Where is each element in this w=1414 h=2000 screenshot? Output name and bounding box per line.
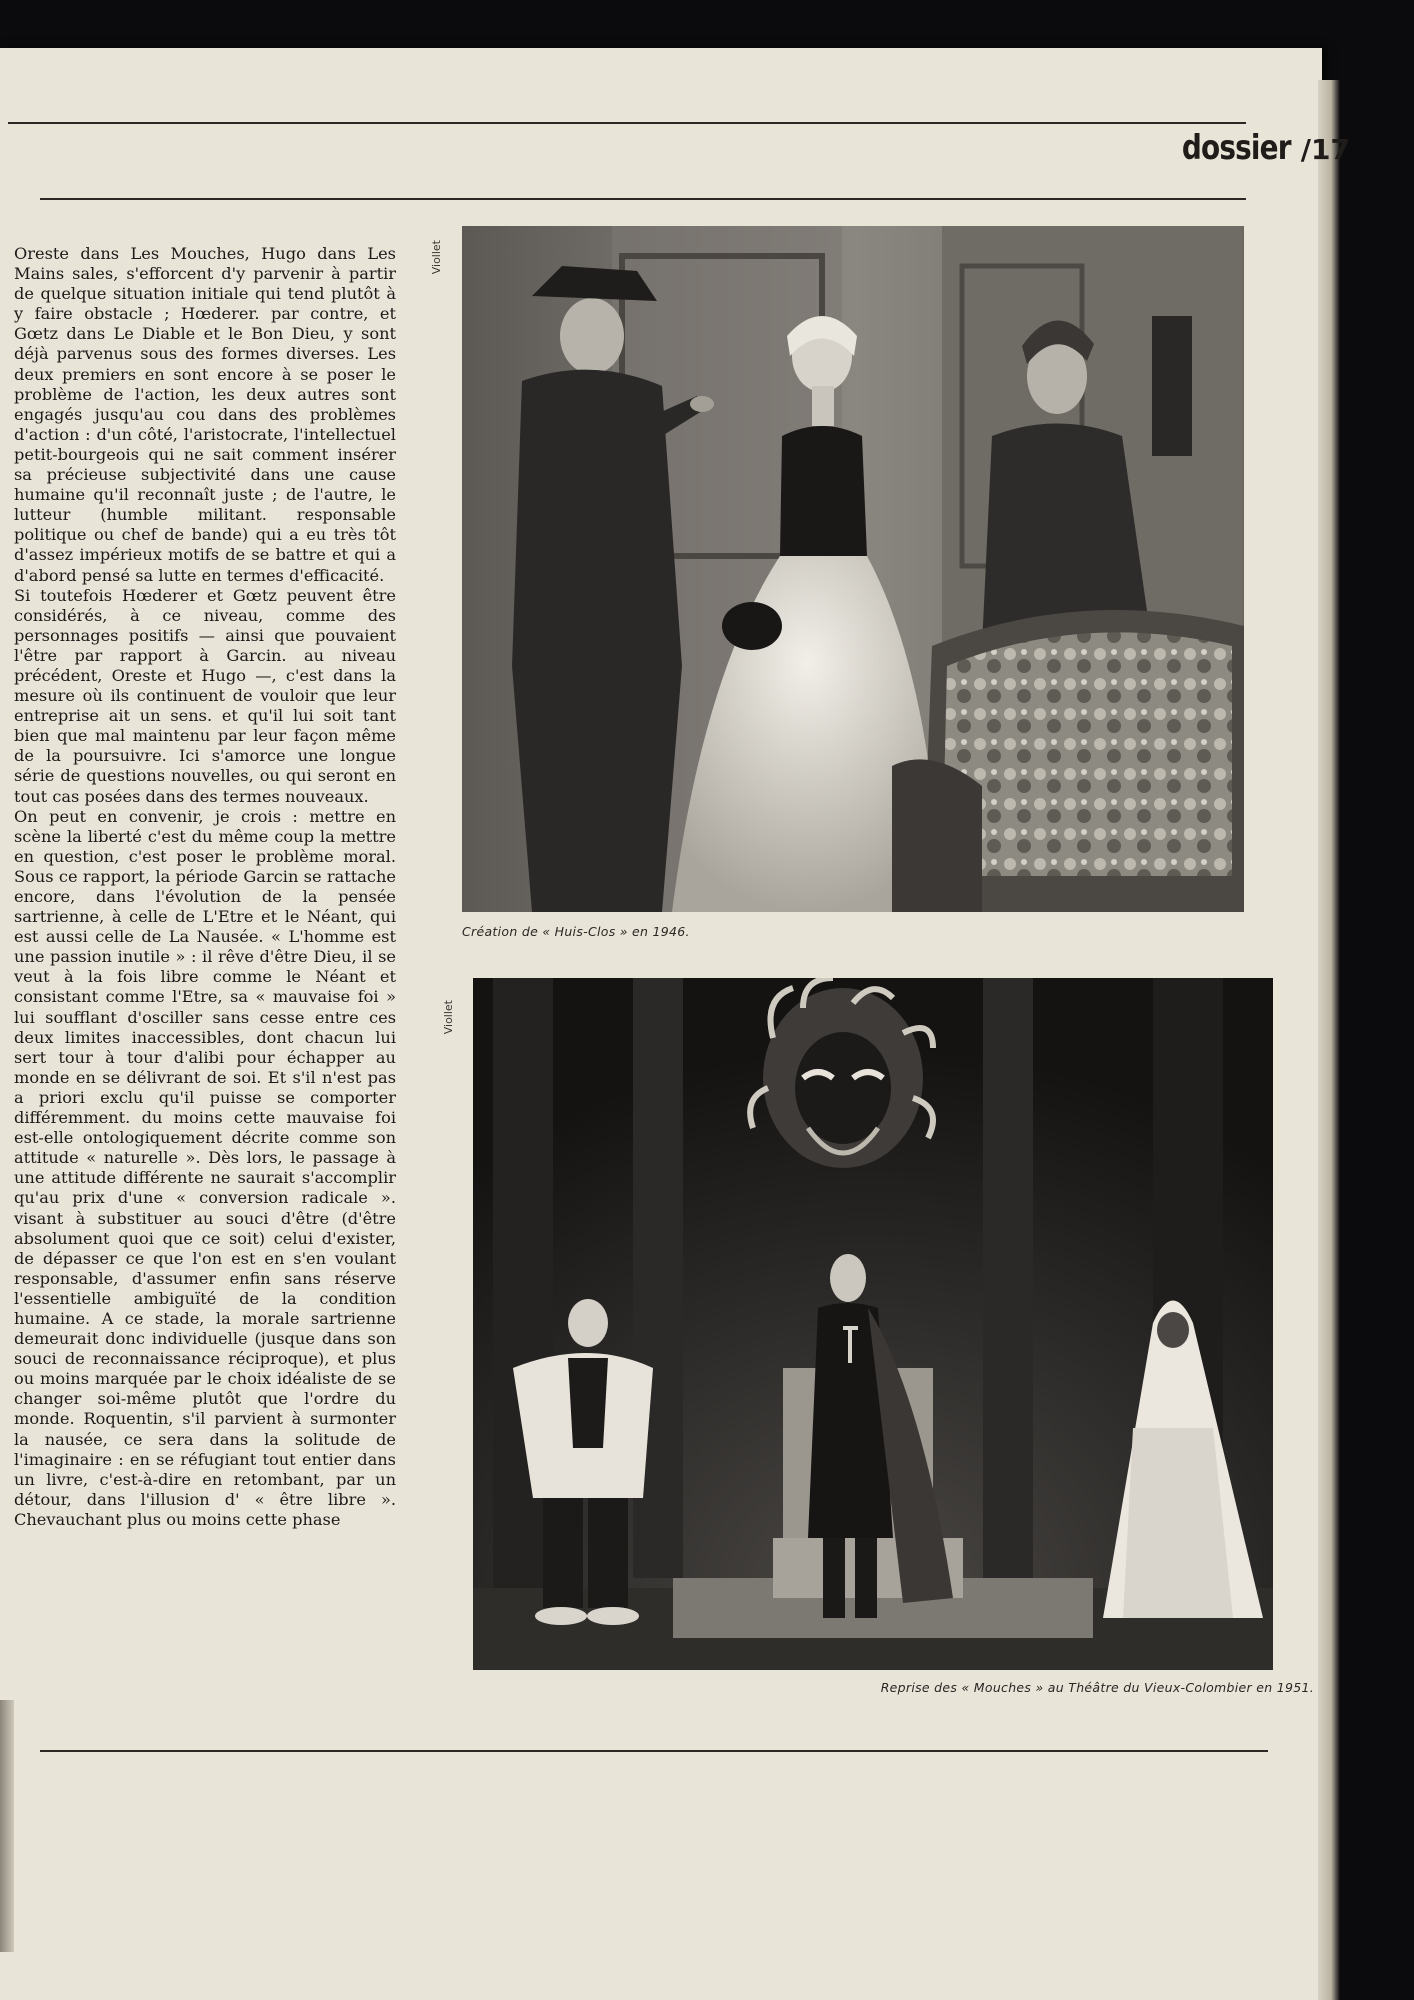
body-paragraph: On peut en convenir, je crois : mettre en scène la liberté c'est du même coup la mettre en question, c'est poser le problème moral. Sous ce rapport, la période Garcin se rattache encore, dans l'évolution de la pensée sartrienne, à celle de L'Etre et le Néant, qui est aussi celle de La Nausée. « L'homme est une passion inutile » : il rêve d'être Dieu, il se veut à la fois libre comme le Néant et consistant comme l'Etre, sa « mauvaise foi » lui soufflant d'osciller sans cesse entre ces deux limites inaccessibles, dont chacun lui sert tour à tour d'alibi pour échapper au monde en se délivrant de soi. Et s'il n'est pas a priori exclu qu'il puisse se comporter différemment. du moins cette mauvaise foi est-elle ontologiquement décrite comme son attitude « naturelle ». Dès lors, le passage à une attitude différente ne saurait s'accomplir qu'au prix d'une « conversion radicale ». visant à substituer au souci d'être (d'être absolument quoi que ce soit) celui d'exister, de dépasser ce que l'on est en s'en voulant responsable, d'assumer enfin sans réserve l'essentielle ambiguïté de la condition humaine. A ce stade, la morale sartrienne demeurait donc individuelle (jusque dans son souci de reconnaissance réciproque), et plus ou moins marquée par le choix idéaliste de se changer soi-même plutôt que l'ordre du monde. Roquentin, s'il parvient à surmonter la nausée, ce sera dans la solitude de l'imaginaire : en se réfugiant tout entier dans un livre, c'est-à-dire en retombant, par un détour, dans l'illusion d' « être libre ». Chevauchant plus ou moins cette phase [14, 806, 396, 1529]
header-rule-top [8, 122, 1246, 124]
photo-caption: Reprise des « Mouches » au Théâtre du Vieux-Colombier en 1951. [880, 1680, 1314, 1695]
page-header [1158, 128, 1350, 168]
photo-credit: Viollet [442, 1000, 455, 1035]
body-paragraph: Si toutefois Hœderer et Gœtz peuvent être considérés, à ce niveau, comme des personnages positifs — ainsi que pouvaient l'être par rapport à Garcin. au niveau précédent, Oreste et Hugo —, c'est dans la mesure où ils continuent de vouloir que leur entreprise ait un sens. et qu'il lui soit tant bien que mal maintenu par leur façon même de la poursuivre. Ici s'amorce une longue série de questions nouvelles, ou qui seront en tout cas posées dans des termes nouveaux. [14, 585, 396, 806]
photo-caption: Création de « Huis-Clos » en 1946. [462, 924, 690, 939]
article-column [14, 244, 396, 1530]
photo-huis-clos-image [462, 226, 1244, 912]
photo-huis-clos [462, 226, 1244, 912]
binding-spine [0, 1700, 14, 1952]
photo-credit: Viollet [430, 240, 443, 275]
body-paragraph: Oreste dans Les Mouches, Hugo dans Les Mains sales, s'efforcent d'y parvenir à partir de quelque situation initiale qui tend plutôt à y faire obstacle ; Hœderer. par contre, et Gœtz dans Le Diable et le Bon Dieu, y sont déjà parvenus sous des formes diverses. Les deux premiers en sont encore à se poser le problème de l'action, les deux autres sont engagés jusqu'au cou dans des problèmes d'action : d'un côté, l'aristocrate, l'intellectuel petit-bourgeois qui ne sait comment insérer sa précieuse subjectivité dans une cause humaine qu'il reconnaît juste ; de l'autre, le lutteur (humble militant. responsable politique ou chef de bande) qui a eu très tôt d'assez impérieux motifs de se battre et qui a d'abord pensé sa lutte en termes d'efficacité. [14, 244, 396, 585]
photo-les-mouches-image [473, 978, 1273, 1670]
section-title: dossier [1182, 128, 1291, 168]
page-edge-shadow [1318, 80, 1340, 2000]
header-rule-bottom [40, 198, 1246, 200]
footer-rule [40, 1750, 1268, 1752]
page-number: /17 [1300, 133, 1350, 166]
photo-les-mouches [473, 978, 1273, 1670]
